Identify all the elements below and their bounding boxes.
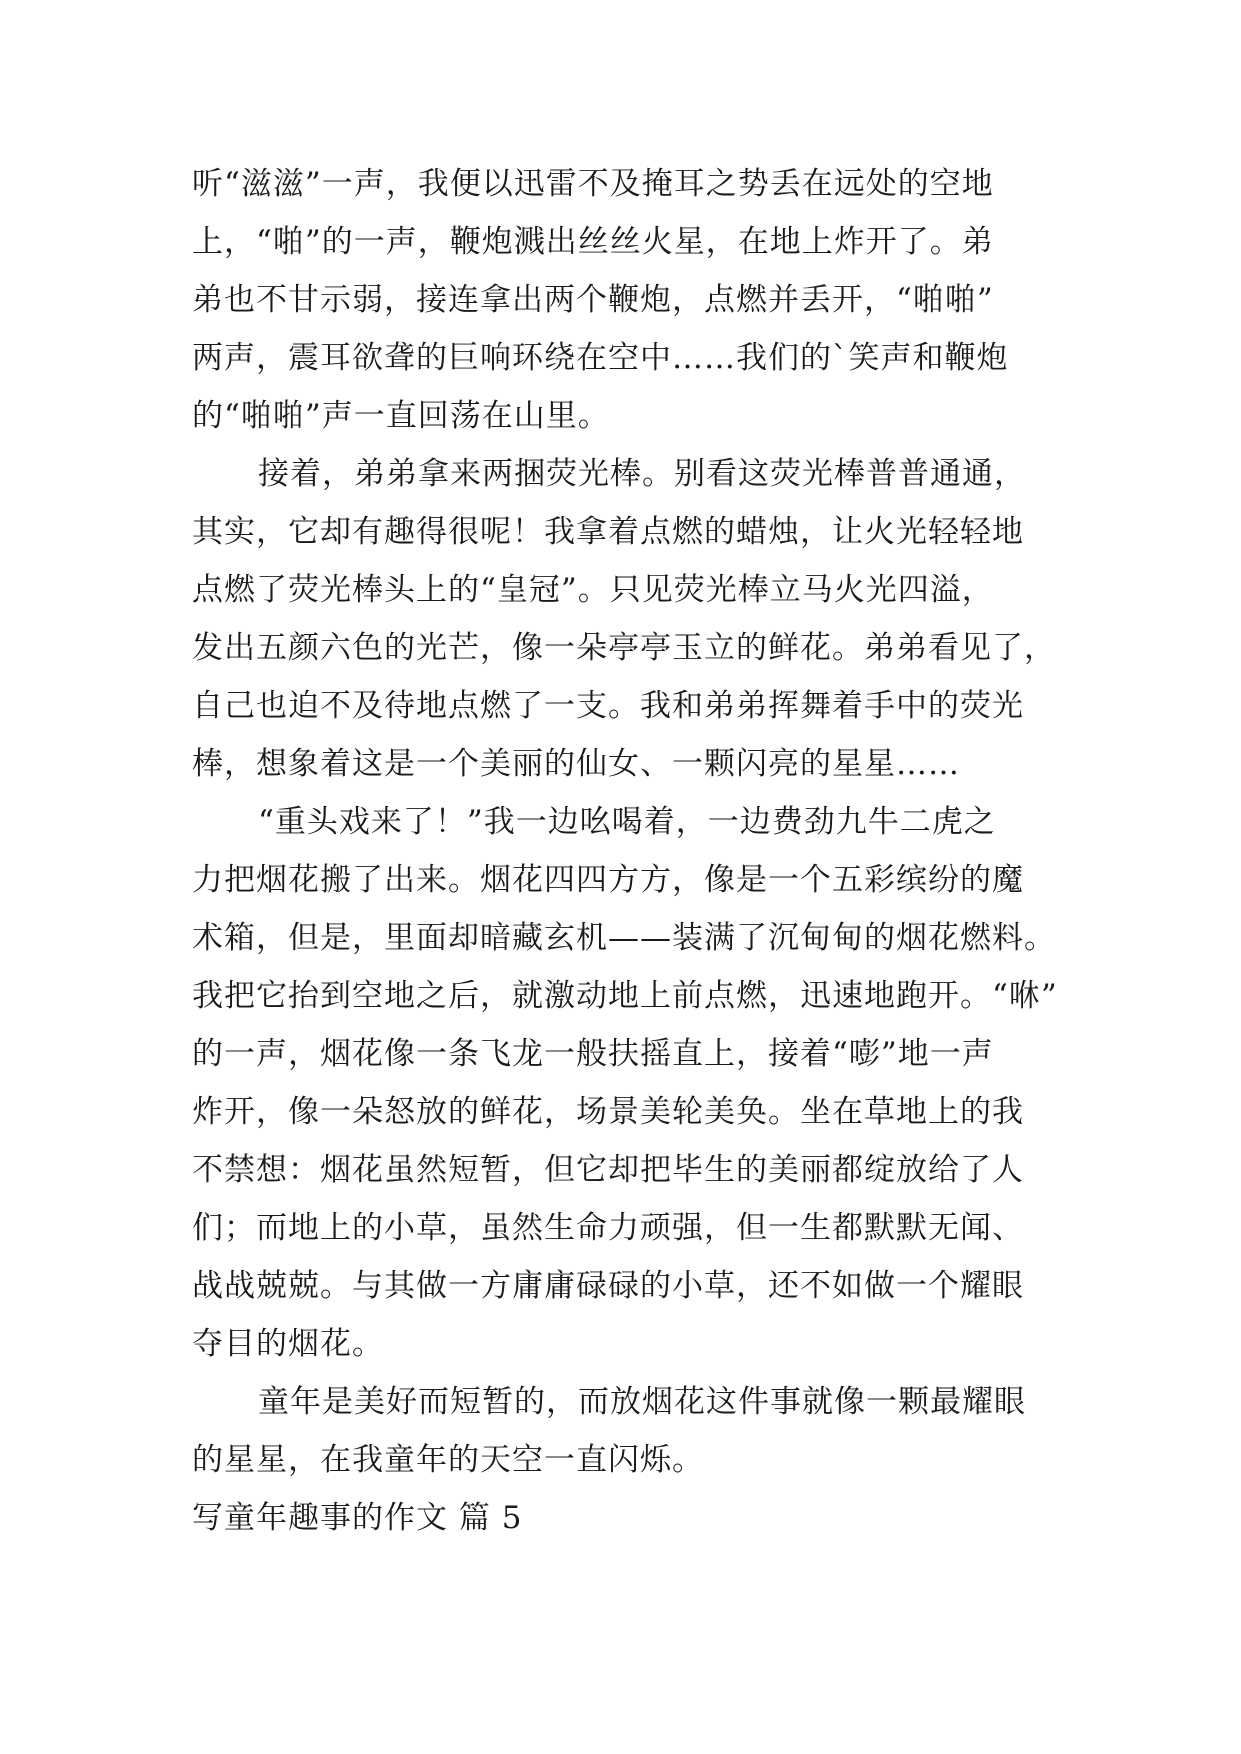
text-line: 的一声，烟花像一条飞龙一般扶摇直上，接着“嘭”地一声 <box>192 1036 994 1072</box>
section-heading: 写童年趣事的作文 篇 5 <box>192 1500 523 1536</box>
text-line: 发出五颜六色的光芒，像一朵亭亭玉立的鲜花。弟弟看见了， <box>192 630 1056 666</box>
text-line: 的“啪啪”声一直回荡在山里。 <box>192 398 610 434</box>
text-line: 战战兢兢。与其做一方庸庸碌碌的小草，还不如做一个耀眼 <box>192 1268 1024 1304</box>
text-line: 点燃了荧光棒头上的“皇冠”。只见荧光棒立马火光四溢， <box>192 572 994 608</box>
text-line: 力把烟花搬了出来。烟花四四方方，像是一个五彩缤纷的魔 <box>192 862 1024 898</box>
paragraph-first-line: 童年是美好而短暂的，而放烟花这件事就像一颗最耀眼 <box>258 1384 1026 1420</box>
text-line: 们；而地上的小草，虽然生命力顽强，但一生都默默无闻、 <box>192 1210 1024 1246</box>
text-line: 的星星，在我童年的天空一直闪烁。 <box>192 1442 704 1478</box>
text-line: 不禁想：烟花虽然短暂，但它却把毕生的美丽都绽放给了人 <box>192 1152 1024 1188</box>
text-line: 弟也不甘示弱，接连拿出两个鞭炮，点燃并丢开，“啪啪” <box>192 282 994 318</box>
text-line: 炸开，像一朵怒放的鲜花，场景美轮美奂。坐在草地上的我 <box>192 1094 1024 1130</box>
text-line: 棒，想象着这是一个美丽的仙女、一颗闪亮的星星…… <box>192 746 960 782</box>
text-line: 其实，它却有趣得很呢！我拿着点燃的蜡烛，让火光轻轻地 <box>192 514 1024 550</box>
paragraph-first-line: “重头戏来了！”我一边吆喝着，一边费劲九牛二虎之 <box>258 804 996 840</box>
text-line: 听“滋滋”一声，我便以迅雷不及掩耳之势丢在远处的空地 <box>192 166 994 202</box>
text-line: 上，“啪”的一声，鞭炮溅出丝丝火星，在地上炸开了。弟 <box>192 224 994 260</box>
text-line: 夺目的烟花。 <box>192 1326 384 1362</box>
text-line: 两声，震耳欲聋的巨响环绕在空中……我们的`笑声和鞭炮 <box>192 340 1009 376</box>
text-line: 自己也迫不及待地点燃了一支。我和弟弟挥舞着手中的荧光 <box>192 688 1024 724</box>
text-line: 我把它抬到空地之后，就激动地上前点燃，迅速地跑开。“咻” <box>192 978 1058 1014</box>
paragraph-first-line: 接着，弟弟拿来两捆荧光棒。别看这荧光棒普普通通， <box>258 456 1026 492</box>
text-line: 术箱，但是，里面却暗藏玄机——装满了沉甸甸的烟花燃料。 <box>192 920 1056 956</box>
